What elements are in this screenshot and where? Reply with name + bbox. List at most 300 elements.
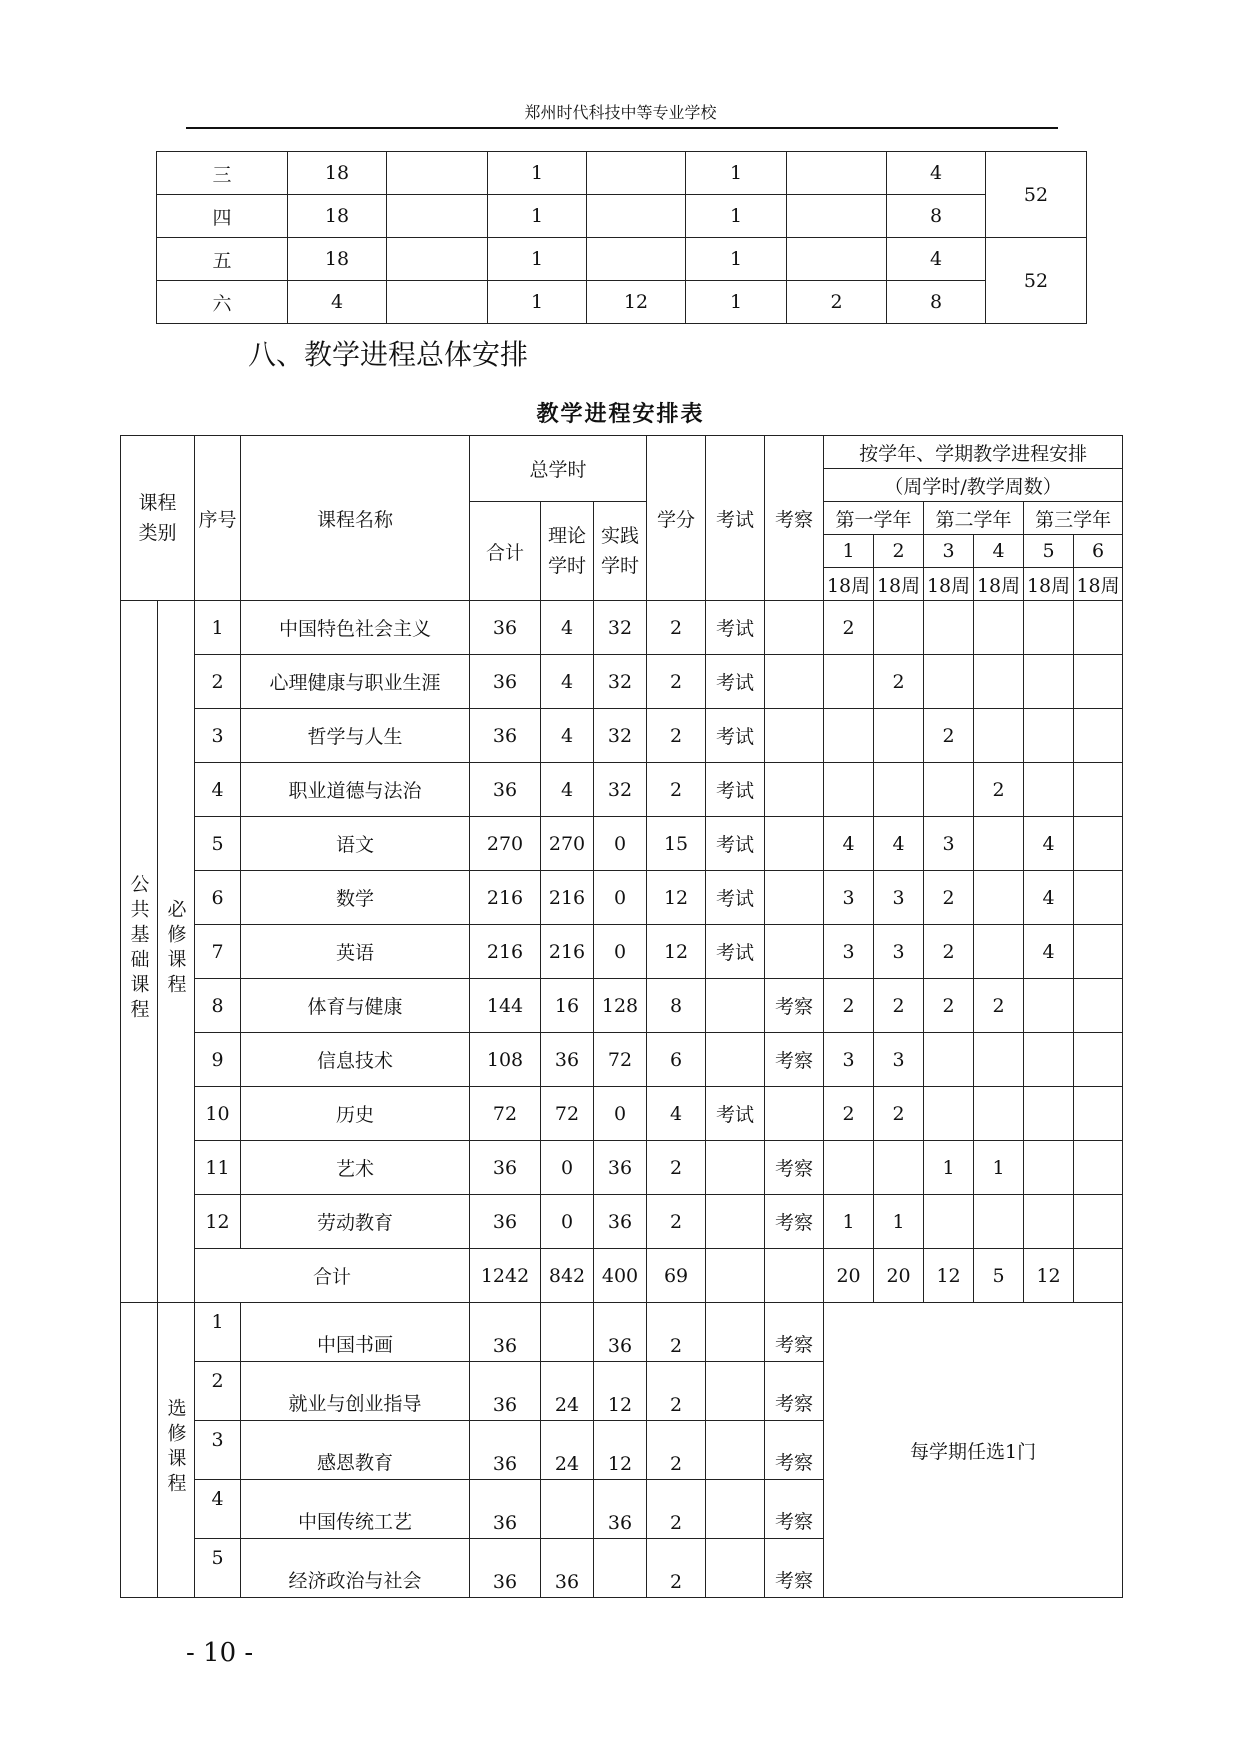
course-no: 5: [195, 817, 241, 871]
elective-check: 考察: [765, 1362, 824, 1421]
elective-exam: [706, 1303, 765, 1362]
course-credit: 6: [647, 1033, 706, 1087]
course-row: [121, 817, 1123, 871]
week-cell: [387, 238, 488, 281]
course-sum: 36: [470, 763, 541, 817]
course-credit: 2: [647, 709, 706, 763]
course-row: [121, 871, 1123, 925]
course-practice: 36: [594, 1141, 647, 1195]
group-required: [158, 601, 195, 1303]
term-hours: [1074, 655, 1123, 709]
course-name: 劳动教育: [241, 1195, 470, 1249]
course-theory: 0: [541, 1141, 594, 1195]
course-theory: 0: [541, 1195, 594, 1249]
course-name: 信息技术: [241, 1033, 470, 1087]
week-cell: 1: [686, 152, 787, 195]
week-cell: 1: [686, 281, 787, 324]
course-check: 考察: [765, 1195, 824, 1249]
week-cell: [587, 152, 686, 195]
term-hours: 1: [824, 1195, 874, 1249]
course-check: 考察: [765, 1033, 824, 1087]
course-exam: 考试: [706, 925, 765, 979]
term-hours: [874, 1141, 924, 1195]
course-practice: 0: [594, 817, 647, 871]
term-hours: [1024, 709, 1074, 763]
elective-theory: 24: [541, 1362, 594, 1421]
term-hours: [1074, 1141, 1123, 1195]
course-theory: 4: [541, 601, 594, 655]
course-check: [765, 763, 824, 817]
elective-no: 1: [195, 1303, 241, 1362]
term-hours: [824, 709, 874, 763]
course-sum: 108: [470, 1033, 541, 1087]
term-hours: [924, 763, 974, 817]
term-hours: [874, 601, 924, 655]
course-name: 历史: [241, 1087, 470, 1141]
course-exam: [706, 1141, 765, 1195]
term-hours: [874, 763, 924, 817]
header-credit: 学分: [647, 436, 706, 601]
header-practice: 实践学时: [594, 502, 647, 601]
course-no: 9: [195, 1033, 241, 1087]
header-year3: 第三学年: [1024, 502, 1123, 535]
course-credit: 2: [647, 601, 706, 655]
course-row: [121, 925, 1123, 979]
term-hours: 2: [924, 979, 974, 1033]
course-check: 考察: [765, 979, 824, 1033]
week-cell: [387, 195, 488, 238]
elective-note: 每学期任选1门: [824, 1303, 1123, 1598]
term-hours: [1074, 871, 1123, 925]
total-label: 合计: [195, 1249, 470, 1303]
week-row: [157, 281, 1087, 324]
course-name: 中国特色社会主义: [241, 601, 470, 655]
week-cell: 18: [288, 195, 387, 238]
total-exam: [706, 1249, 765, 1303]
course-name: 语文: [241, 817, 470, 871]
course-theory: 36: [541, 1033, 594, 1087]
course-credit: 2: [647, 763, 706, 817]
header-weeks: 18周: [1074, 568, 1123, 601]
term-hours: [1024, 979, 1074, 1033]
elective-theory: [541, 1480, 594, 1539]
course-practice: 0: [594, 871, 647, 925]
course-exam: 考试: [706, 601, 765, 655]
header-seq: 序号: [195, 436, 241, 601]
course-practice: 32: [594, 601, 647, 655]
header-term: 3: [924, 535, 974, 568]
term-hours: 2: [974, 979, 1024, 1033]
course-no: 10: [195, 1087, 241, 1141]
header-weeks: 18周: [924, 568, 974, 601]
elective-no: 3: [195, 1421, 241, 1480]
elective-credit: 2: [647, 1303, 706, 1362]
elective-credit: 2: [647, 1539, 706, 1598]
group-elective-label: 选修课程: [164, 1397, 187, 1498]
week-cell: [587, 195, 686, 238]
total-sum: 1242: [470, 1249, 541, 1303]
total-theory: 842: [541, 1249, 594, 1303]
term-hours: 2: [924, 871, 974, 925]
term-hours: [974, 1033, 1024, 1087]
total-credit: 69: [647, 1249, 706, 1303]
header-theory: 理论学时: [541, 502, 594, 601]
elective-theory: 24: [541, 1421, 594, 1480]
header-term: 4: [974, 535, 1024, 568]
course-name: 体育与健康: [241, 979, 470, 1033]
elective-name: 感恩教育: [241, 1421, 470, 1480]
term-hours: [1024, 601, 1074, 655]
course-practice: 32: [594, 709, 647, 763]
week-cell: 12: [587, 281, 686, 324]
week-cell: [787, 152, 887, 195]
course-credit: 4: [647, 1087, 706, 1141]
course-check: [765, 817, 824, 871]
course-check: [765, 1087, 824, 1141]
term-hours: 3: [924, 817, 974, 871]
course-check: 考察: [765, 1141, 824, 1195]
term-hours: [824, 655, 874, 709]
elective-credit: 2: [647, 1421, 706, 1480]
course-row: [121, 1141, 1123, 1195]
week-cell: 8: [887, 195, 986, 238]
course-sum: 36: [470, 655, 541, 709]
course-theory: 4: [541, 655, 594, 709]
course-row: [121, 1087, 1123, 1141]
header-schedule-sub: （周学时/教学周数）: [824, 469, 1123, 502]
term-hours: [1074, 817, 1123, 871]
term-hours: [974, 1195, 1024, 1249]
course-name: 英语: [241, 925, 470, 979]
total-term: 20: [874, 1249, 924, 1303]
term-hours: [1074, 925, 1123, 979]
course-credit: 2: [647, 655, 706, 709]
course-exam: [706, 1195, 765, 1249]
header-sum: 合计: [470, 502, 541, 601]
course-credit: 2: [647, 1141, 706, 1195]
course-check: [765, 601, 824, 655]
course-practice: 72: [594, 1033, 647, 1087]
elective-sum: 36: [470, 1303, 541, 1362]
elective-exam: [706, 1421, 765, 1480]
semester-cell: 三: [157, 152, 288, 195]
week-cell: 4: [887, 238, 986, 281]
term-hours: 4: [824, 817, 874, 871]
term-hours: 3: [824, 1033, 874, 1087]
course-theory: 4: [541, 763, 594, 817]
term-hours: [1024, 1087, 1074, 1141]
group-public-label: 公共基础课程: [127, 874, 150, 1024]
week-cell: [787, 238, 887, 281]
course-theory: 16: [541, 979, 594, 1033]
course-no: 2: [195, 655, 241, 709]
term-hours: [824, 1141, 874, 1195]
course-credit: 8: [647, 979, 706, 1033]
header-total-hours: 总学时: [470, 436, 647, 502]
course-exam: 考试: [706, 871, 765, 925]
course-exam: 考试: [706, 709, 765, 763]
header-term: 5: [1024, 535, 1074, 568]
course-credit: 2: [647, 1195, 706, 1249]
week-cell: 1: [686, 238, 787, 281]
term-hours: [974, 655, 1024, 709]
elective-sum: 36: [470, 1362, 541, 1421]
total-term: 20: [824, 1249, 874, 1303]
term-hours: [924, 1087, 974, 1141]
header-schedule: 按学年、学期教学进程安排: [824, 436, 1123, 469]
term-hours: 2: [924, 925, 974, 979]
course-no: 1: [195, 601, 241, 655]
course-sum: 216: [470, 925, 541, 979]
page-number: - 10 -: [186, 1638, 254, 1668]
elective-credit: 2: [647, 1362, 706, 1421]
week-cell: 8: [887, 281, 986, 324]
week-row: [157, 195, 1087, 238]
term-hours: [974, 709, 1024, 763]
course-check: [765, 871, 824, 925]
header-weeks: 18周: [824, 568, 874, 601]
week-row: [157, 152, 1087, 195]
course-row: [121, 601, 1123, 655]
term-hours: 3: [824, 871, 874, 925]
course-theory: 216: [541, 925, 594, 979]
header-weeks: 18周: [874, 568, 924, 601]
elective-practice: 12: [594, 1421, 647, 1480]
elective-name: 中国传统工艺: [241, 1480, 470, 1539]
course-row: [121, 763, 1123, 817]
group-elective: [158, 1303, 195, 1598]
total-term: [1074, 1249, 1123, 1303]
week-cell: 18: [288, 238, 387, 281]
elective-theory: 36: [541, 1539, 594, 1598]
term-hours: [1074, 709, 1123, 763]
course-practice: 32: [594, 655, 647, 709]
course-name: 心理健康与职业生涯: [241, 655, 470, 709]
term-hours: [924, 1033, 974, 1087]
week-cell: [387, 281, 488, 324]
elective-exam: [706, 1362, 765, 1421]
term-hours: 4: [1024, 817, 1074, 871]
total-term: 12: [924, 1249, 974, 1303]
course-exam: 考试: [706, 817, 765, 871]
week-cell: 1: [488, 152, 587, 195]
course-no: 6: [195, 871, 241, 925]
course-check: [765, 655, 824, 709]
header-term: 6: [1074, 535, 1123, 568]
course-credit: 15: [647, 817, 706, 871]
term-hours: 2: [874, 979, 924, 1033]
week-cell: 1: [488, 281, 587, 324]
course-name: 数学: [241, 871, 470, 925]
term-hours: 3: [824, 925, 874, 979]
elective-credit: 2: [647, 1480, 706, 1539]
term-hours: [1074, 1195, 1123, 1249]
header-year2: 第二学年: [924, 502, 1024, 535]
week-cell: 4: [288, 281, 387, 324]
elective-sum: 36: [470, 1421, 541, 1480]
term-hours: [1024, 1033, 1074, 1087]
term-hours: [974, 601, 1024, 655]
semester-cell: 四: [157, 195, 288, 238]
course-theory: 4: [541, 709, 594, 763]
term-hours: [1074, 763, 1123, 817]
elective-practice: 36: [594, 1480, 647, 1539]
course-exam: 考试: [706, 1087, 765, 1141]
term-hours: [1024, 763, 1074, 817]
course-name: 职业道德与法治: [241, 763, 470, 817]
term-hours: 3: [874, 1033, 924, 1087]
group-blank: [121, 1303, 158, 1598]
course-check: [765, 709, 824, 763]
term-hours: 4: [874, 817, 924, 871]
elective-name: 中国书画: [241, 1303, 470, 1362]
course-no: 8: [195, 979, 241, 1033]
week-cell: [587, 238, 686, 281]
course-practice: 36: [594, 1195, 647, 1249]
course-theory: 72: [541, 1087, 594, 1141]
header-weeks: 18周: [974, 568, 1024, 601]
term-hours: [1074, 601, 1123, 655]
course-sum: 36: [470, 601, 541, 655]
header-weeks: 18周: [1024, 568, 1074, 601]
course-name: 哲学与人生: [241, 709, 470, 763]
course-sum: 216: [470, 871, 541, 925]
elective-name: 就业与创业指导: [241, 1362, 470, 1421]
total-check: [765, 1249, 824, 1303]
total-term: 12: [1024, 1249, 1074, 1303]
elective-practice: [594, 1539, 647, 1598]
header-rule: [186, 127, 1058, 129]
term-hours: [974, 1087, 1024, 1141]
course-sum: 36: [470, 709, 541, 763]
week-cell: 1: [686, 195, 787, 238]
term-hours: [974, 871, 1024, 925]
course-no: 4: [195, 763, 241, 817]
elective-sum: 36: [470, 1480, 541, 1539]
elective-no: 4: [195, 1480, 241, 1539]
header-category: 课程类别: [121, 436, 195, 601]
course-practice: 0: [594, 1087, 647, 1141]
term-hours: [1024, 655, 1074, 709]
course-row: [121, 1033, 1123, 1087]
course-sum: 270: [470, 817, 541, 871]
group-required-label: 必修课程: [164, 899, 187, 999]
semester-cell: 六: [157, 281, 288, 324]
course-no: 11: [195, 1141, 241, 1195]
elective-practice: 36: [594, 1303, 647, 1362]
header-term: 1: [824, 535, 874, 568]
course-practice: 128: [594, 979, 647, 1033]
course-no: 7: [195, 925, 241, 979]
course-exam: [706, 1033, 765, 1087]
elective-sum: 36: [470, 1539, 541, 1598]
term-hours: 2: [824, 1087, 874, 1141]
course-credit: 12: [647, 871, 706, 925]
week-cell: [787, 195, 887, 238]
course-exam: [706, 979, 765, 1033]
term-hours: [974, 817, 1024, 871]
header-name: 课程名称: [241, 436, 470, 601]
course-sum: 36: [470, 1195, 541, 1249]
course-exam: 考试: [706, 655, 765, 709]
header-term: 2: [874, 535, 924, 568]
total-practice: 400: [594, 1249, 647, 1303]
term-hours: 1: [924, 1141, 974, 1195]
total-term: 5: [974, 1249, 1024, 1303]
course-row: [121, 655, 1123, 709]
term-hours: 2: [974, 763, 1024, 817]
term-hours: 1: [974, 1141, 1024, 1195]
elective-exam: [706, 1539, 765, 1598]
elective-exam: [706, 1480, 765, 1539]
semester-cell: 五: [157, 238, 288, 281]
course-check: [765, 925, 824, 979]
week-total: 52: [986, 152, 1087, 238]
term-hours: [974, 925, 1024, 979]
week-total: 52: [986, 238, 1087, 324]
week-cell: 1: [488, 238, 587, 281]
term-hours: 4: [1024, 871, 1074, 925]
term-hours: 2: [924, 709, 974, 763]
term-hours: [924, 601, 974, 655]
total-row: [121, 1249, 1123, 1303]
term-hours: [924, 1195, 974, 1249]
course-row: [121, 709, 1123, 763]
course-row: [121, 979, 1123, 1033]
week-cell: 2: [787, 281, 887, 324]
course-theory: 216: [541, 871, 594, 925]
schedule-table: [120, 435, 1123, 1598]
course-no: 12: [195, 1195, 241, 1249]
term-hours: 2: [824, 979, 874, 1033]
elective-row: [121, 1303, 1123, 1362]
course-row: [121, 1195, 1123, 1249]
course-name: 艺术: [241, 1141, 470, 1195]
running-header: 郑州时代科技中等专业学校: [524, 103, 717, 122]
term-hours: 3: [874, 871, 924, 925]
elective-no: 2: [195, 1362, 241, 1421]
elective-theory: [541, 1303, 594, 1362]
term-hours: 4: [1024, 925, 1074, 979]
header-year1: 第一学年: [824, 502, 924, 535]
elective-check: 考察: [765, 1303, 824, 1362]
group-public: [121, 601, 158, 1303]
course-credit: 12: [647, 925, 706, 979]
week-table: [156, 151, 1087, 324]
term-hours: 3: [874, 925, 924, 979]
header-exam: 考试: [706, 436, 765, 601]
term-hours: 1: [874, 1195, 924, 1249]
table-title: 教学进程安排表: [536, 402, 705, 427]
term-hours: 2: [874, 655, 924, 709]
course-sum: 36: [470, 1141, 541, 1195]
term-hours: [874, 709, 924, 763]
elective-check: 考察: [765, 1480, 824, 1539]
course-sum: 144: [470, 979, 541, 1033]
header-check: 考察: [765, 436, 824, 601]
section-heading: 八、教学进程总体安排: [248, 338, 529, 371]
term-hours: [1024, 1195, 1074, 1249]
term-hours: [1074, 1033, 1123, 1087]
term-hours: 2: [824, 601, 874, 655]
term-hours: [1074, 979, 1123, 1033]
elective-no: 5: [195, 1539, 241, 1598]
course-practice: 32: [594, 763, 647, 817]
term-hours: [1074, 1087, 1123, 1141]
term-hours: [824, 763, 874, 817]
course-sum: 72: [470, 1087, 541, 1141]
term-hours: [924, 655, 974, 709]
